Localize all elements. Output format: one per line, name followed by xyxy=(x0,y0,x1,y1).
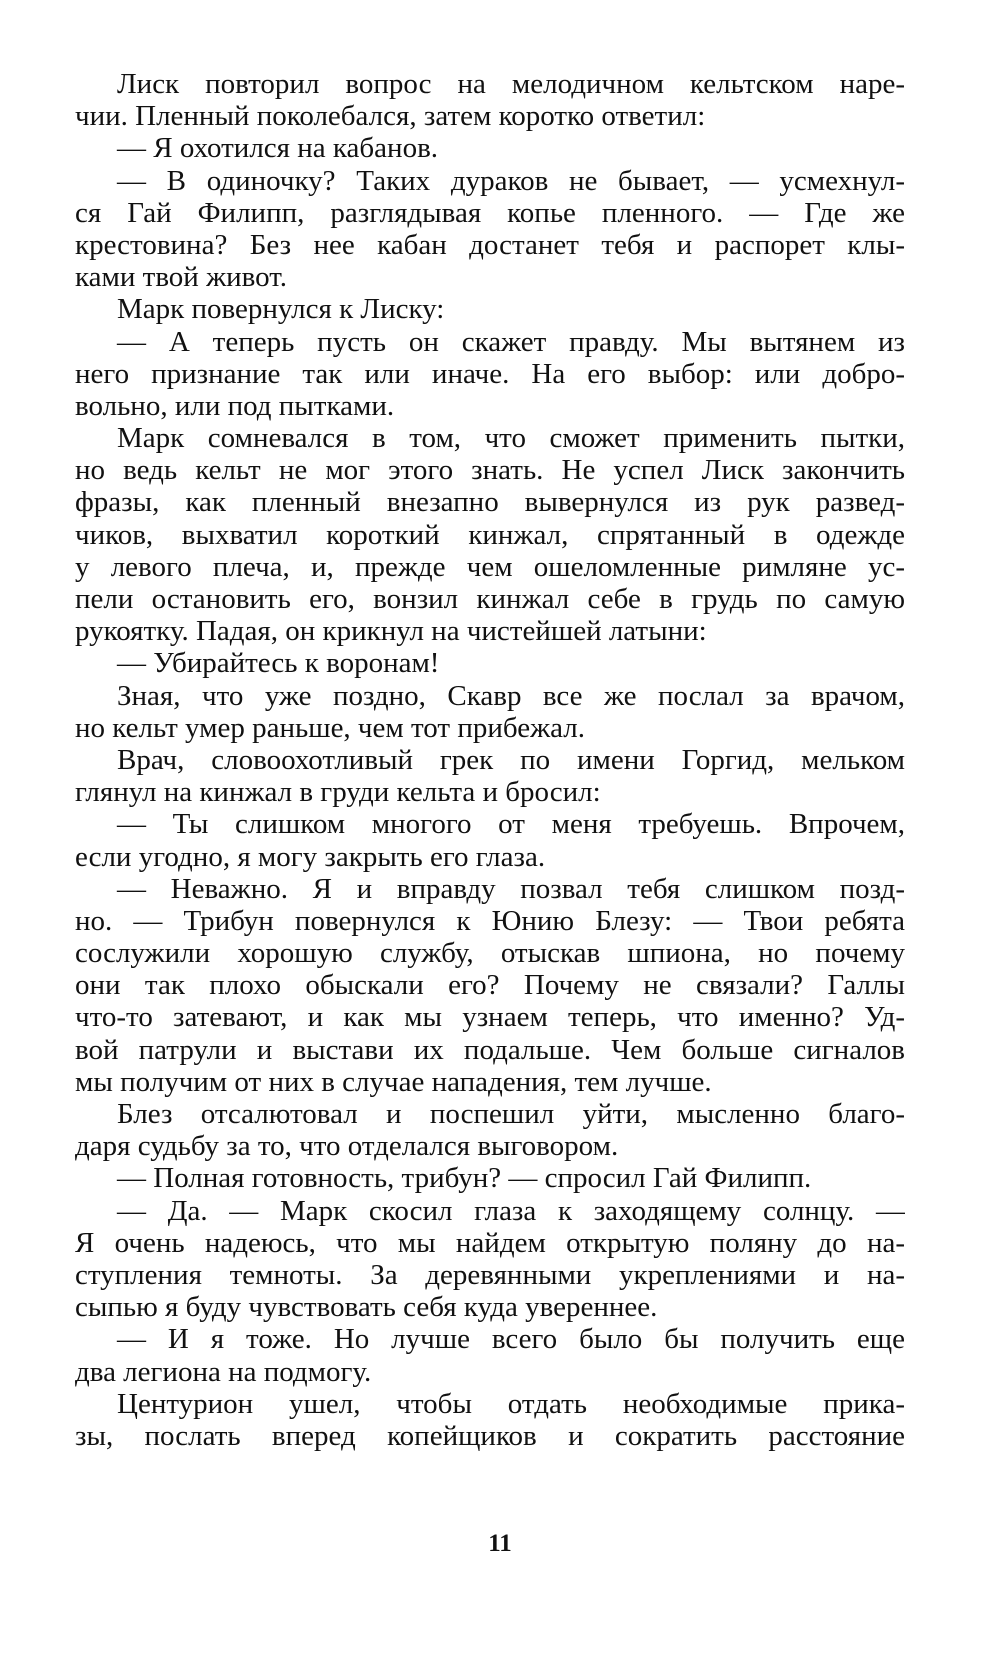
text-line: если угодно, я могу закрыть его глаза. xyxy=(75,840,546,873)
text-line: рукоятку. Падая, он крикнул на чистейшей латыни: xyxy=(75,615,707,648)
text-line: два легиона на подмогу. xyxy=(75,1355,372,1388)
text-line: — Ты слишком многого от меня требуешь. Впрочем, xyxy=(117,808,905,841)
text-line: но. — Трибун повернулся к Юнию Блезу: — Твои ребята xyxy=(75,904,905,937)
text-line: Я очень надеюсь, что мы найдем открытую поляну до на- xyxy=(75,1226,905,1259)
text-line: Лиск повторил вопрос на мелодичном кельтском наре- xyxy=(117,68,905,100)
text-line: вой патрули и выстави их подальше. Чем больше сигналов xyxy=(75,1033,905,1066)
text-line: — Неважно. Я и вправду позвал тебя слишком позд- xyxy=(117,872,905,905)
text-line: — И я тоже. Но лучше всего было бы получить еще xyxy=(117,1323,905,1356)
text-line: чиков, выхватил короткий кинжал, спрятанный в одежде xyxy=(75,518,905,551)
text-line: фразы, как пленный внезапно вывернулся из рук развед- xyxy=(75,486,905,519)
text-line: — Полная готовность, трибун? — спросил Гай Филипп. xyxy=(117,1162,812,1195)
text-line: пели остановить его, вонзил кинжал себе в грудь по самую xyxy=(75,583,905,615)
text-line: ками твой живот. xyxy=(75,261,287,294)
text-line: зы, послать вперед копейщиков и сократить расстояние xyxy=(75,1419,905,1452)
text-line: чии. Пленный поколебался, затем коротко ответил: xyxy=(75,100,706,133)
text-line: но ведь кельт не мог этого знать. Не успел Лиск закончить xyxy=(75,454,905,487)
text-line: Марк повернулся к Лиску: xyxy=(117,293,445,326)
text-line: него признание так или иначе. На его выбор: или добро- xyxy=(75,357,905,390)
text-line: — А теперь пусть он скажет правду. Мы вытянем из xyxy=(117,325,905,358)
text-line: сослужили хорошую службу, отыскав шпиона, но почему xyxy=(75,937,905,970)
text-line: Врач, словоохотливый грек по имени Горгид, мельком xyxy=(117,743,905,776)
text-line: мы получим от них в случае нападения, тем лучше. xyxy=(75,1065,712,1098)
text-line: — Убирайтесь к воронам! xyxy=(117,647,440,680)
text-line: даря судьбу за то, что отделался выговором. xyxy=(75,1130,619,1163)
text-line: — Да. — Марк скосил глаза к заходящему солнцу. — xyxy=(117,1194,905,1227)
text-line: что-то затевают, и как мы узнаем теперь, что именно? Уд- xyxy=(75,1001,905,1034)
page-body-text xyxy=(75,68,905,1452)
text-line: Марк сомневался в том, что сможет применить пытки, xyxy=(117,422,905,455)
text-line: — В одиночку? Таких дураков не бывает, — усмехнул- xyxy=(117,164,905,197)
text-line: глянул на кинжал в груди кельта и бросил: xyxy=(75,776,601,809)
page-number: 11 xyxy=(488,1530,512,1557)
text-line: — Я охотился на кабанов. xyxy=(117,132,439,165)
text-line: Блез отсалютовал и поспешил уйти, мысленно благо- xyxy=(117,1098,905,1130)
text-line: ся Гай Филипп, разглядывая копье пленного. — Где же xyxy=(75,196,905,229)
text-line: но кельт умер раньше, чем тот прибежал. xyxy=(75,711,585,744)
text-line: вольно, или под пытками. xyxy=(75,389,395,422)
text-line: они так плохо обыскали его? Почему не связали? Галлы xyxy=(75,969,905,1002)
text-line: ступления темноты. За деревянными укреплениями и на- xyxy=(75,1258,905,1291)
text-line: крестовина? Без нее кабан достанет тебя и распорет клы- xyxy=(75,228,905,261)
text-line: у левого плеча, и, прежде чем ошеломленные римляне ус- xyxy=(75,550,905,583)
text-line: Центурион ушел, чтобы отдать необходимые прика- xyxy=(117,1387,905,1420)
text-line: Зная, что уже поздно, Скавр все же послал за врачом, xyxy=(117,679,905,712)
text-line: сыпью я буду чувствовать себя куда увереннее. xyxy=(75,1291,658,1324)
